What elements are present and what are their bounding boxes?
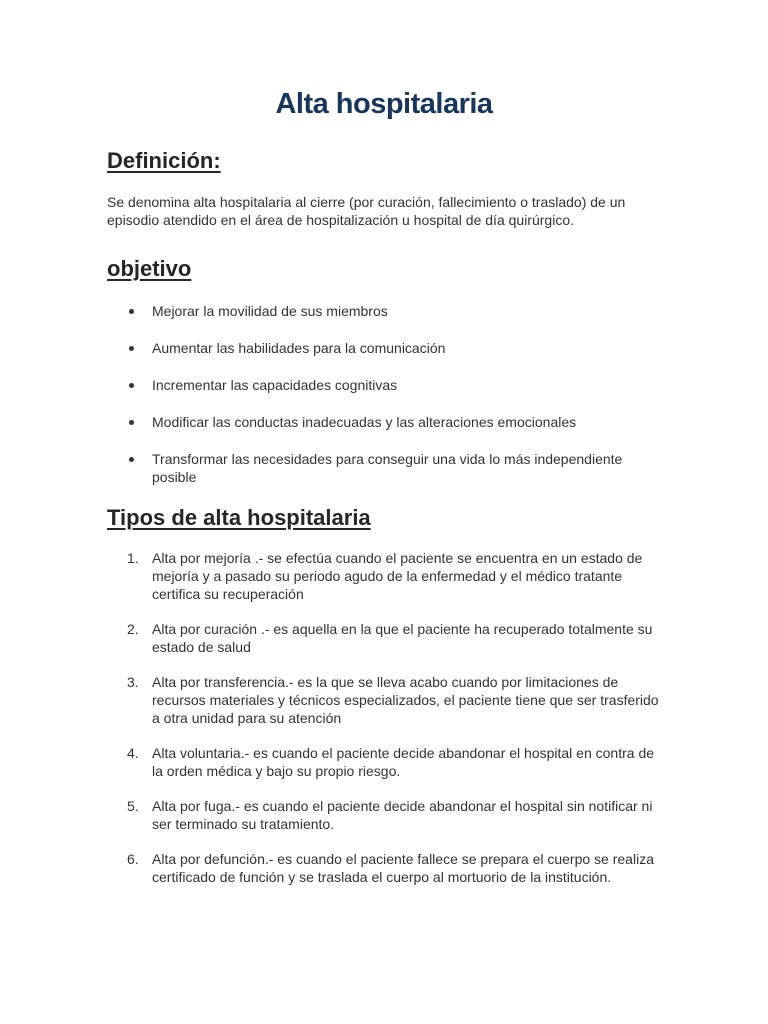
objetivo-heading: objetivo: [107, 256, 192, 281]
list-item: [107, 339, 667, 357]
list-item-number: 1.: [127, 550, 139, 566]
list-item: [107, 673, 667, 727]
list-item: [107, 620, 667, 656]
list-item-text: Alta por transferencia.- es la que se lleva acabo cuando por limitaciones de recursos materiales y técnicos especializados, el paciente tiene que ser trasferido a otra unidad para su atención: [152, 674, 659, 726]
list-item-text: Alta por fuga.- es cuando el paciente decide abandonar el hospital sin notificar ni ser terminado su tratamiento.: [152, 798, 653, 832]
list-item-number: 3.: [127, 674, 139, 690]
list-item-text: Incrementar las capacidades cognitivas: [152, 377, 398, 393]
list-item-text: Transformar las necesidades para conseguir una vida lo más independiente posible: [152, 451, 623, 485]
list-item: [107, 744, 667, 780]
objetivo-list: [107, 302, 667, 505]
bullet-icon: [129, 346, 134, 351]
list-item: [107, 302, 667, 320]
definicion-heading: Definición:: [107, 148, 221, 173]
list-item-text: Alta por curación .- es aquella en la que el paciente ha recuperado totalmente su estado de salud: [152, 621, 653, 655]
list-item-number: 2.: [127, 621, 139, 637]
list-item: [107, 376, 667, 394]
tipos-list: [107, 549, 667, 903]
list-item-text: Alta por mejoría .- se efectúa cuando el paciente se encuentra en un estado de mejoría y a pasado su periodo agudo de la enfermedad y el médico tratante certifica su recuperación: [152, 550, 643, 602]
list-item: [107, 797, 667, 833]
list-item-number: 4.: [127, 745, 139, 761]
list-item-text: Mejorar la movilidad de sus miembros: [152, 303, 388, 319]
bullet-icon: [129, 457, 134, 462]
list-item: [107, 413, 667, 431]
list-item-text: Aumentar las habilidades para la comunicación: [152, 340, 446, 356]
bullet-icon: [129, 420, 134, 425]
bullet-icon: [129, 383, 134, 388]
tipos-heading: Tipos de alta hospitalaria: [107, 505, 371, 530]
list-item: [107, 549, 667, 603]
definicion-paragraph: Se denomina alta hospitalaria al cierre (por curación, fallecimiento o traslado) de un episodio atendido en el área de hospitalización u hospital de día quirúrgico.: [107, 194, 626, 228]
page-title: Alta hospitalaria: [275, 88, 493, 120]
list-item: [107, 450, 667, 486]
list-item: [107, 850, 667, 886]
list-item-number: 6.: [127, 851, 139, 867]
list-item-text: Alta por defunción.- es cuando el paciente fallece se prepara el cuerpo se realiza certificado de función y se traslada el cuerpo al mortuorio de la institución.: [152, 851, 654, 885]
list-item-text: Modificar las conductas inadecuadas y las alteraciones emocionales: [152, 414, 577, 430]
list-item-text: Alta voluntaria.- es cuando el paciente decide abandonar el hospital en contra de la orden médica y bajo su propio riesgo.: [152, 745, 655, 779]
list-item-number: 5.: [127, 798, 139, 814]
bullet-icon: [129, 309, 134, 314]
